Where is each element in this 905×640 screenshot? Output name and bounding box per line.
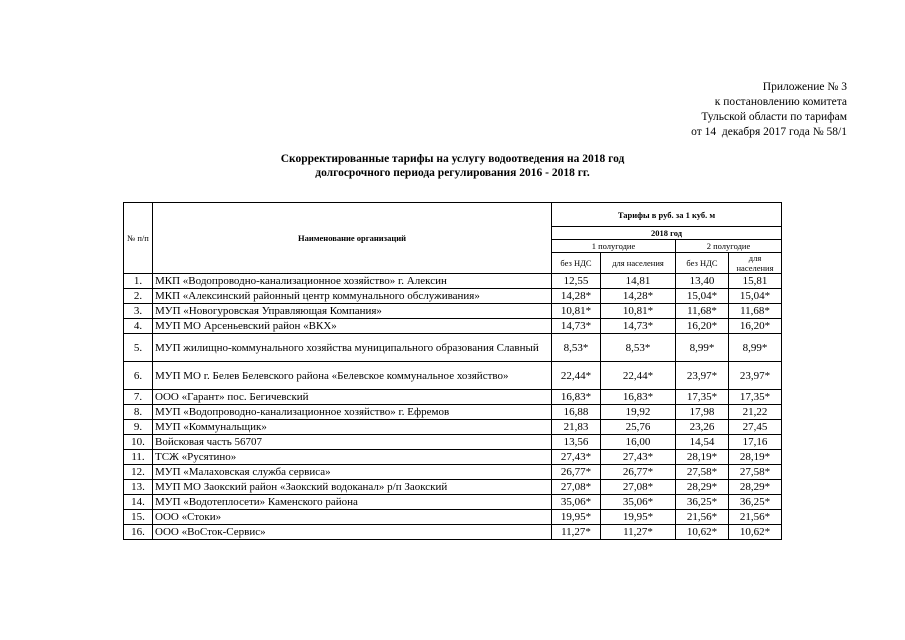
row-number: 5.: [124, 334, 153, 362]
table-row: [124, 510, 782, 525]
h2-population-value: 21,56*: [729, 510, 782, 525]
organization-name: ООО «Стоки»: [153, 510, 552, 525]
h1-population-value: 35,06*: [601, 495, 676, 510]
table-row: [124, 390, 782, 405]
h2-no-vat-value: 15,04*: [676, 289, 729, 304]
h2-population-value: 17,35*: [729, 390, 782, 405]
table-row: [124, 334, 782, 362]
table-row: [124, 362, 782, 390]
h1-no-vat-value: 21,83: [552, 420, 601, 435]
header-tariffs: Тарифы в руб. за 1 куб. м: [552, 203, 782, 227]
organization-name: МКП «Водопроводно-канализационное хозяйство» г. Алексин: [153, 274, 552, 289]
organization-name: МУП «Новогуровская Управляющая Компания»: [153, 304, 552, 319]
h1-population-value: 14,28*: [601, 289, 676, 304]
organization-name: МУП «Водопроводно-канализационное хозяйство» г. Ефремов: [153, 405, 552, 420]
h1-no-vat-value: 27,43*: [552, 450, 601, 465]
h2-no-vat-value: 16,20*: [676, 319, 729, 334]
h1-population-value: 25,76: [601, 420, 676, 435]
table-row: [124, 319, 782, 334]
table-row: [124, 304, 782, 319]
h1-population-value: 14,73*: [601, 319, 676, 334]
h2-population-value: 21,22: [729, 405, 782, 420]
organization-name: МУП «Коммунальщик»: [153, 420, 552, 435]
title-line-2: долгосрочного периода регулирования 2016 - 2018 гг.: [315, 167, 590, 179]
tariffs-table: [123, 202, 782, 540]
table-row: [124, 435, 782, 450]
row-number: 11.: [124, 450, 153, 465]
table-row: [124, 420, 782, 435]
h2-population-value: 28,19*: [729, 450, 782, 465]
h2-population-value: 15,04*: [729, 289, 782, 304]
document-title: [0, 152, 905, 180]
h2-population-value: 27,58*: [729, 465, 782, 480]
h2-no-vat-value: 10,62*: [676, 525, 729, 540]
table-row: [124, 525, 782, 540]
header-name: Наименование организаций: [153, 203, 552, 274]
organization-name: ООО «Гарант» пос. Бегичевский: [153, 390, 552, 405]
h2-no-vat-value: 17,98: [676, 405, 729, 420]
h2-no-vat-value: 11,68*: [676, 304, 729, 319]
h2-population-value: 27,45: [729, 420, 782, 435]
h1-no-vat-value: 16,88: [552, 405, 601, 420]
h2-no-vat-value: 17,35*: [676, 390, 729, 405]
h2-no-vat-value: 14,54: [676, 435, 729, 450]
row-number: 8.: [124, 405, 153, 420]
h1-no-vat-value: 11,27*: [552, 525, 601, 540]
h1-no-vat-value: 12,55: [552, 274, 601, 289]
header-h2-no-vat: без НДС: [676, 253, 729, 274]
organization-name: МУП МО Арсеньевский район «ВКХ»: [153, 319, 552, 334]
h2-no-vat-value: 23,97*: [676, 362, 729, 390]
row-number: 3.: [124, 304, 153, 319]
h1-population-value: 19,92: [601, 405, 676, 420]
header-h2-population: для населения: [729, 253, 782, 274]
h1-no-vat-value: 19,95*: [552, 510, 601, 525]
h1-population-value: 27,43*: [601, 450, 676, 465]
h2-population-value: 23,97*: [729, 362, 782, 390]
h2-no-vat-value: 27,58*: [676, 465, 729, 480]
h2-population-value: 10,62*: [729, 525, 782, 540]
table-row: [124, 450, 782, 465]
h2-no-vat-value: 21,56*: [676, 510, 729, 525]
header-year: 2018 год: [552, 227, 782, 240]
table-row: [124, 274, 782, 289]
h2-no-vat-value: 36,25*: [676, 495, 729, 510]
table-body: [124, 274, 782, 540]
row-number: 12.: [124, 465, 153, 480]
appendix-line-1: Приложение № 3: [762, 81, 847, 93]
organization-name: МУП «Малаховская служба сервиса»: [153, 465, 552, 480]
row-number: 16.: [124, 525, 153, 540]
h1-no-vat-value: 8,53*: [552, 334, 601, 362]
h2-no-vat-value: 28,29*: [676, 480, 729, 495]
appendix-block: [691, 80, 847, 140]
row-number: 14.: [124, 495, 153, 510]
header-half-2: 2 полугодие: [676, 240, 782, 253]
appendix-line-2: к постановлению комитета: [714, 96, 847, 108]
h1-no-vat-value: 14,28*: [552, 289, 601, 304]
h1-population-value: 8,53*: [601, 334, 676, 362]
h1-no-vat-value: 26,77*: [552, 465, 601, 480]
h1-population-value: 22,44*: [601, 362, 676, 390]
h1-population-value: 14,81: [601, 274, 676, 289]
row-number: 4.: [124, 319, 153, 334]
organization-name: МУП МО Заокский район «Заокский водоканал» р/п Заокский: [153, 480, 552, 495]
h1-population-value: 10,81*: [601, 304, 676, 319]
h2-population-value: 17,16: [729, 435, 782, 450]
organization-name: МУП МО г. Белев Белевского района «Белевское коммунальное хозяйство»: [153, 362, 552, 390]
header-half-1: 1 полугодие: [552, 240, 676, 253]
h2-no-vat-value: 13,40: [676, 274, 729, 289]
row-number: 2.: [124, 289, 153, 304]
h2-population-value: 15,81: [729, 274, 782, 289]
table-row: [124, 405, 782, 420]
appendix-line-4: от 14 декабря 2017 года № 58/1: [691, 126, 847, 138]
organization-name: ТСЖ «Русятино»: [153, 450, 552, 465]
row-number: 13.: [124, 480, 153, 495]
h2-no-vat-value: 8,99*: [676, 334, 729, 362]
row-number: 1.: [124, 274, 153, 289]
organization-name: МУП жилищно-коммунального хозяйства муниципального образования Славный: [153, 334, 552, 362]
row-number: 9.: [124, 420, 153, 435]
header-num: № п/п: [124, 203, 153, 274]
table-row: [124, 480, 782, 495]
appendix-line-3: Тульской области по тарифам: [701, 111, 847, 123]
row-number: 10.: [124, 435, 153, 450]
h2-population-value: 8,99*: [729, 334, 782, 362]
h1-population-value: 19,95*: [601, 510, 676, 525]
h2-no-vat-value: 28,19*: [676, 450, 729, 465]
h1-no-vat-value: 35,06*: [552, 495, 601, 510]
h2-population-value: 36,25*: [729, 495, 782, 510]
title-line-1: Скорректированные тарифы на услугу водоотведения на 2018 год: [280, 153, 625, 165]
h1-population-value: 16,00: [601, 435, 676, 450]
organization-name: ООО «ВоСток-Сервис»: [153, 525, 552, 540]
h1-population-value: 16,83*: [601, 390, 676, 405]
h1-population-value: 11,27*: [601, 525, 676, 540]
h2-population-value: 16,20*: [729, 319, 782, 334]
h1-no-vat-value: 14,73*: [552, 319, 601, 334]
table-row: [124, 289, 782, 304]
table-header: [124, 203, 782, 274]
h2-population-value: 28,29*: [729, 480, 782, 495]
organization-name: Войсковая часть 56707: [153, 435, 552, 450]
header-h1-no-vat: без НДС: [552, 253, 601, 274]
h1-no-vat-value: 16,83*: [552, 390, 601, 405]
header-h1-population: для населения: [601, 253, 676, 274]
h1-no-vat-value: 10,81*: [552, 304, 601, 319]
h1-no-vat-value: 13,56: [552, 435, 601, 450]
row-number: 7.: [124, 390, 153, 405]
table-row: [124, 495, 782, 510]
organization-name: МУП «Водотеплосети» Каменского района: [153, 495, 552, 510]
table-row: [124, 465, 782, 480]
row-number: 6.: [124, 362, 153, 390]
h1-no-vat-value: 27,08*: [552, 480, 601, 495]
h1-population-value: 26,77*: [601, 465, 676, 480]
h1-no-vat-value: 22,44*: [552, 362, 601, 390]
row-number: 15.: [124, 510, 153, 525]
organization-name: МКП «Алексинский районный центр коммунального обслуживания»: [153, 289, 552, 304]
h2-population-value: 11,68*: [729, 304, 782, 319]
h2-no-vat-value: 23,26: [676, 420, 729, 435]
h1-population-value: 27,08*: [601, 480, 676, 495]
